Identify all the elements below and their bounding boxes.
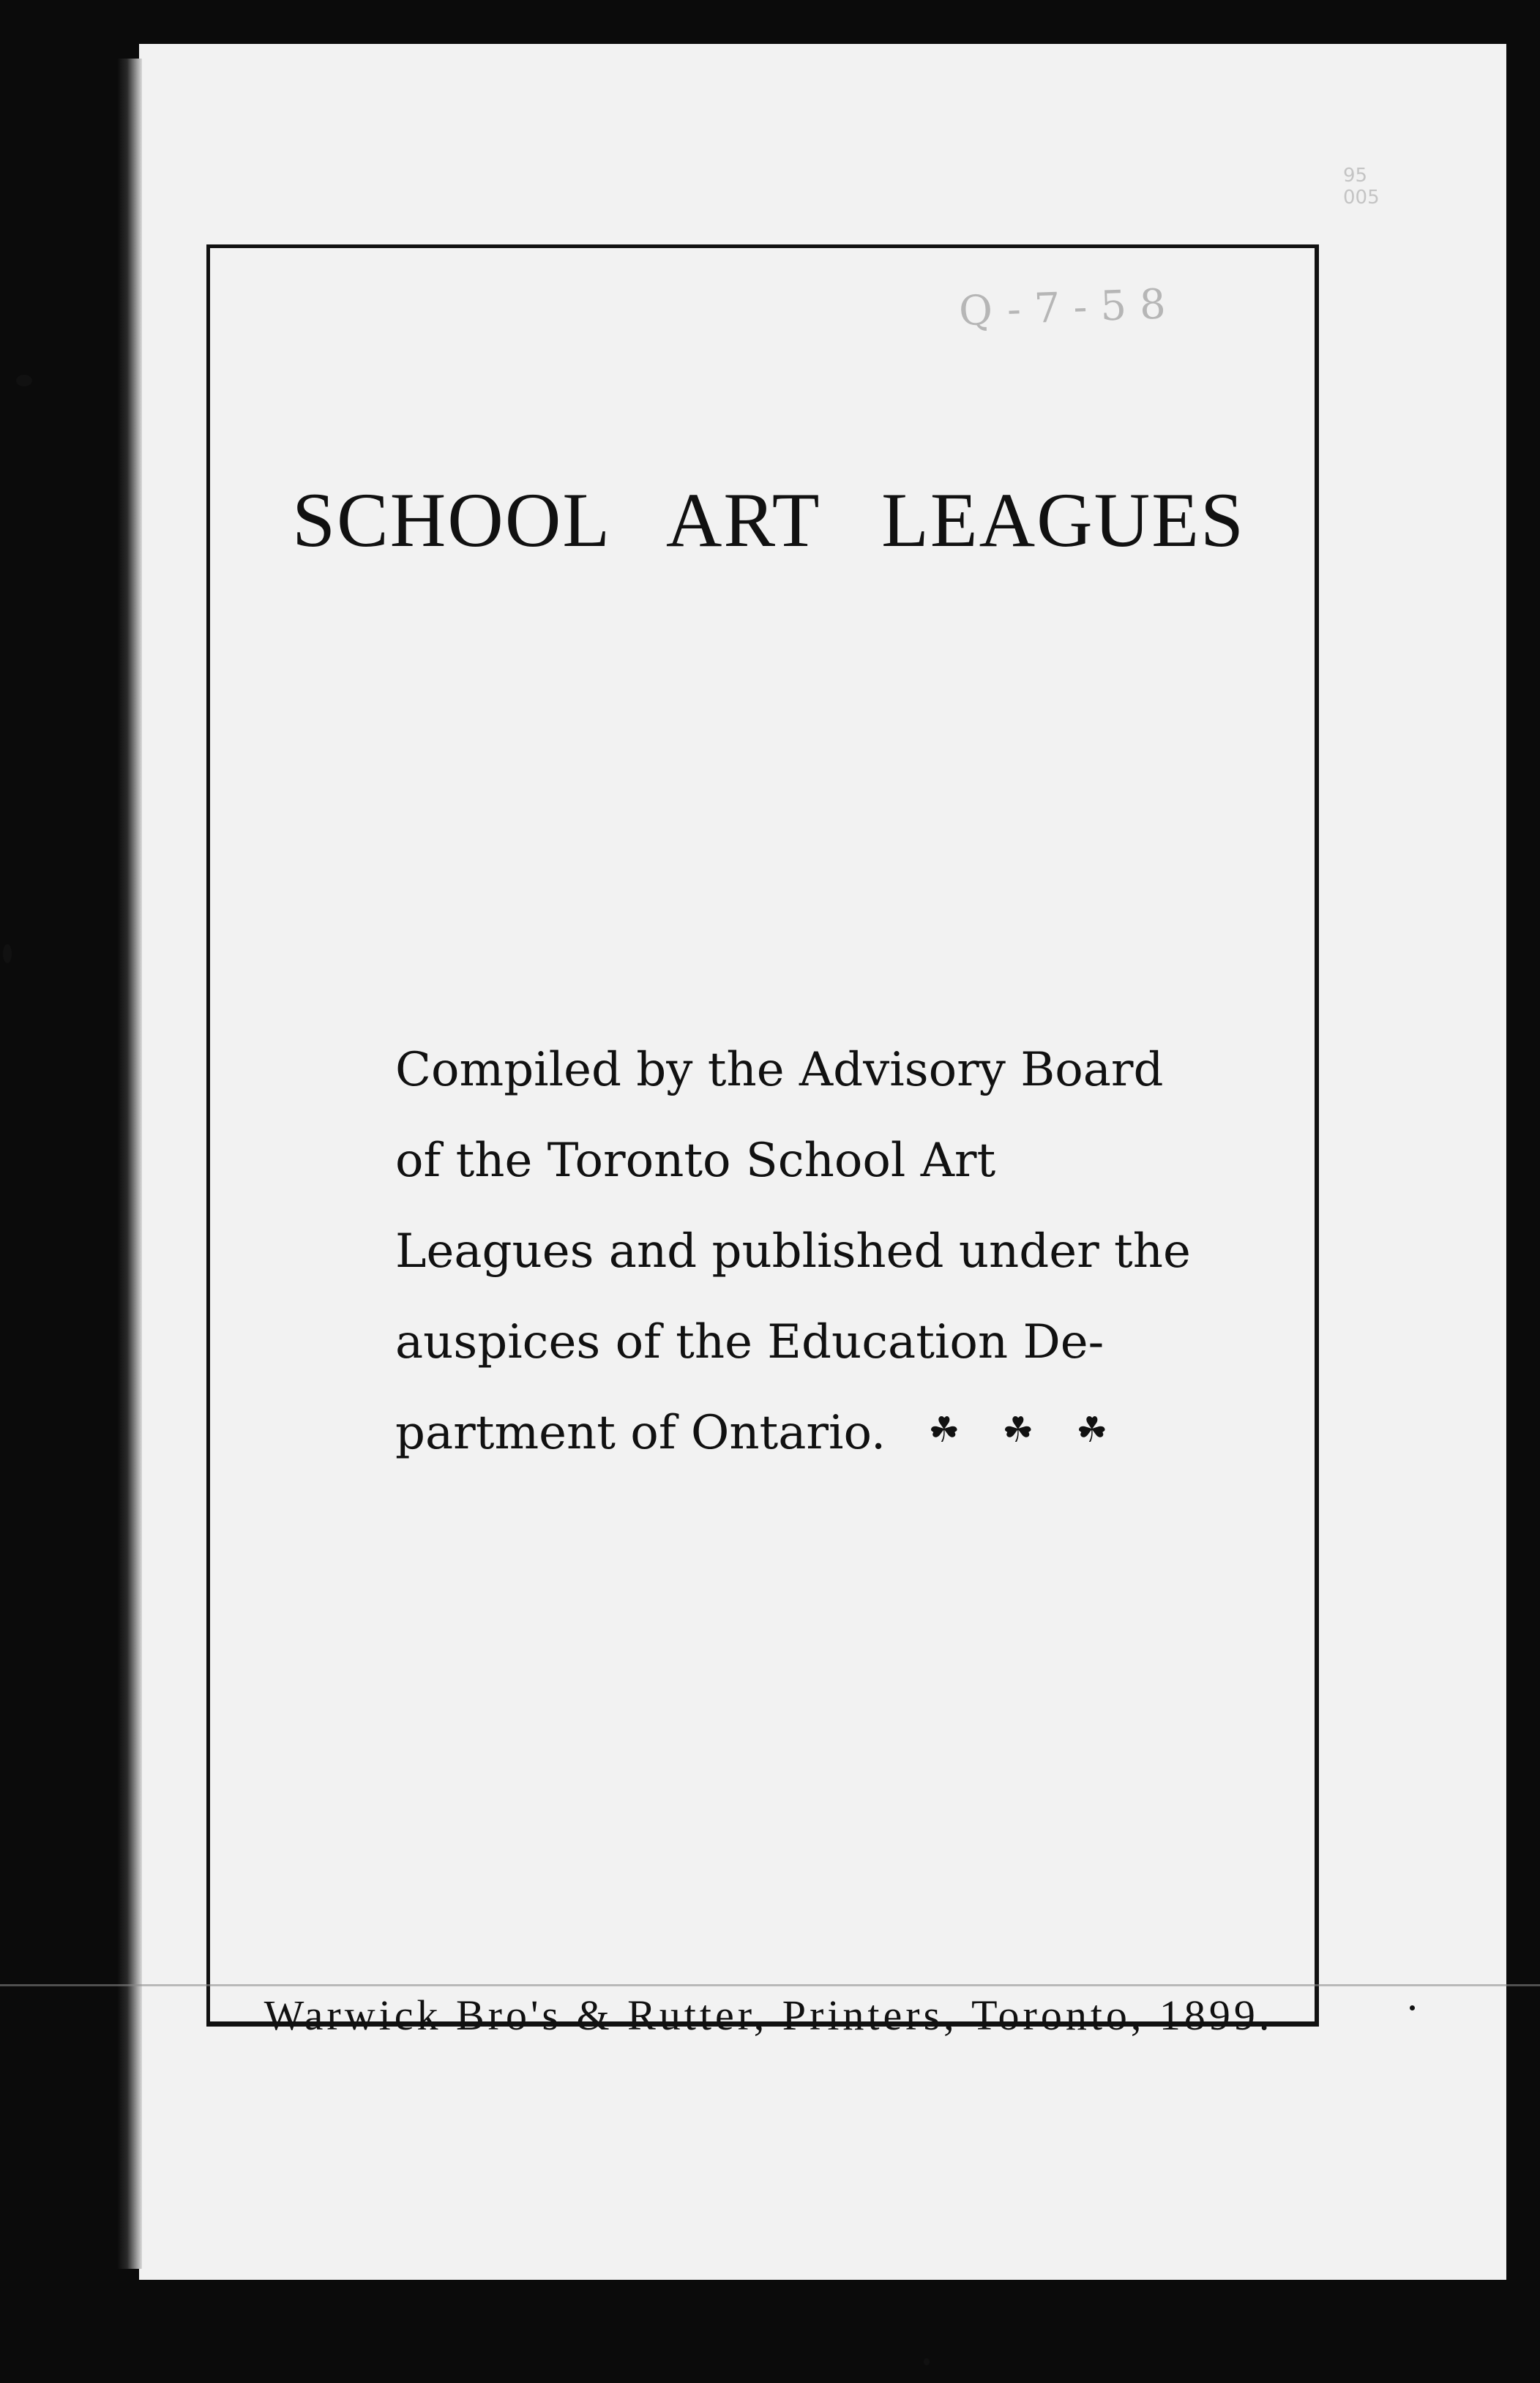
description-block [395,1025,1191,1478]
description-line-text: Leagues and published under the [395,1224,1191,1279]
description-line-text: of the Toronto School Art [395,1134,996,1188]
description-line-text: auspices of the Education De- [395,1315,1104,1369]
pencil-corner-note: 95 005 [1343,165,1380,209]
description-line [395,1115,1156,1206]
scan-line-artifact [0,1984,1540,1986]
description-line [395,1206,1191,1297]
printer-imprint: Warwick Bro's & Rutter, Printers, Toronto, 1899. [263,1991,1274,2039]
description-line [395,1388,1156,1478]
pencil-shelfmark: Q-7-58 [957,280,1180,336]
description-line-text: Compiled by the Advisory Board [395,1043,1164,1097]
page-title: SCHOOL ART LEAGUES [292,477,1245,563]
description-line [395,1297,1156,1388]
scan-speck [924,2358,930,2365]
scan-speck [3,944,12,963]
title-page [139,44,1506,2280]
leaf-ornament-icon: ☘ [1002,1410,1034,1451]
description-line-text: partment of Ontario. [395,1406,886,1460]
description-line [395,1025,1164,1115]
scan-speck [16,375,32,386]
scan-speck [1410,2005,1415,2010]
leaf-ornament-icon: ☘ [928,1410,960,1451]
leaf-ornament-icon: ☘ [1076,1410,1108,1451]
